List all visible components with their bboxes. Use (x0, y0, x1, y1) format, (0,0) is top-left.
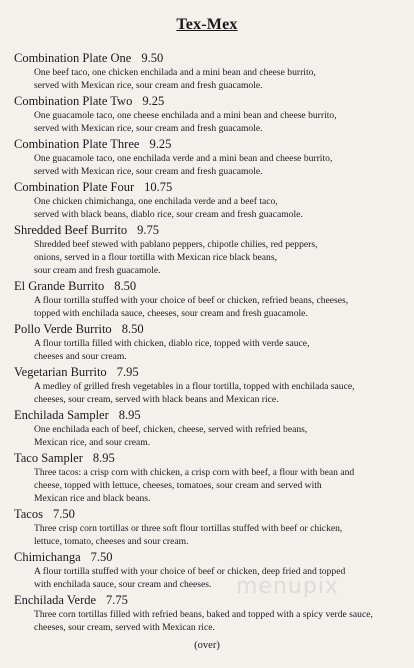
menu-item (14, 180, 408, 221)
menu-item (14, 593, 408, 634)
menu-item-header (14, 137, 408, 152)
menu-item-price: 9.50 (141, 51, 164, 65)
menu-item-description: A flour tortilla stuffed with your choice of beef or chicken, deep fried and topped with enchilada sauce, sour cream and cheeses. (34, 566, 346, 590)
menu-item (14, 322, 408, 363)
menu-item-name: Combination Plate One (14, 51, 132, 65)
menu-item (14, 223, 408, 277)
menu-item (14, 550, 408, 591)
menu-item-description: Three tacos: a crisp corn with chicken, a crisp corn with beef, a flour with bean and cheese, topped with lettuce, cheeses, tomatoes, sour cream and served with Mexican rice and black beans. (34, 467, 355, 504)
menu-item-header (14, 223, 408, 238)
menu-item-header (14, 51, 408, 66)
menu-item-description: One guacamole taco, one enchilada verde and a mini bean and cheese burrito, served with Mexican rice, sour cream and fresh guacamole. (34, 153, 333, 177)
menu-item-description: Three crisp corn tortillas or three soft flour tortillas stuffed with beef or chicken, lettuce, tomato, cheeses and sour cream. (34, 523, 343, 547)
menu-item-name: Pollo Verde Burrito (14, 322, 112, 336)
page-footer: (over) (194, 640, 220, 651)
menu-item-name: Combination Plate Four (14, 180, 135, 194)
menu-item-name: El Grande Burrito (14, 279, 105, 293)
menu-item-description: One beef taco, one chicken enchilada and a mini bean and cheese burrito, served with Mexican rice, sour cream and fresh guacamole. (34, 67, 316, 91)
menu-item-name: Enchilada Verde (14, 593, 97, 607)
menu-item-header (14, 365, 408, 380)
menu-item (14, 507, 408, 548)
menu-item-name: Taco Sampler (14, 451, 83, 465)
menu-item-price: 7.75 (106, 593, 128, 607)
menu-item-description: A flour tortilla stuffed with your choice of beef or chicken, refried beans, cheeses, topped with enchilada sauce, cheeses, sour cream and fresh guacamole. (34, 295, 349, 319)
menu-item-price: 8.50 (121, 322, 144, 336)
menu-item-description: A medley of grilled fresh vegetables in a flour tortilla, topped with enchilada sauce, cheeses, sour cream, served with black beans and Mexican rice. (34, 381, 355, 405)
menu-item-header (14, 408, 408, 423)
menu-item-name: Enchilada Sampler (14, 408, 109, 422)
menu-item-header (14, 593, 408, 608)
menu-item (14, 451, 408, 505)
menu-item-price: 7.50 (90, 550, 113, 564)
menu-item-price: 8.95 (92, 451, 115, 465)
menu-item-description: One chicken chimichanga, one enchilada verde and a beef taco, served with black beans, diablo rice, sour cream and fresh guacamole. (34, 196, 303, 220)
menu-item-description: A flour tortilla filled with chicken, diablo rice, topped with verde sauce, cheeses and sour cream. (34, 338, 310, 362)
page-title: Tex-Mex (176, 16, 238, 33)
menu-item-name: Shredded Beef Burrito (14, 223, 128, 237)
menu-item-price: 7.50 (52, 507, 75, 521)
menu-item-price: 8.95 (118, 408, 141, 422)
menu-item (14, 94, 408, 135)
menu-item-header (14, 180, 408, 195)
menu-item-price: 9.75 (137, 223, 160, 237)
menu-item-price: 8.50 (114, 279, 137, 293)
menu-item (14, 365, 408, 406)
menu-item-description: One enchilada each of beef, chicken, cheese, served with refried beans, Mexican rice, and sour cream. (34, 424, 308, 448)
menu-item-price: 10.75 (144, 180, 173, 194)
menu-item-description: Three corn tortillas filled with refried beans, baked and topped with a spicy verde sauce, cheeses, sour cream, served with Mexican rice. (34, 609, 373, 633)
menu-item-header (14, 94, 408, 109)
menu-list (14, 51, 408, 636)
menu-item (14, 279, 408, 320)
menu-item-name: Combination Plate Two (14, 94, 133, 108)
menu-item-price: 9.25 (149, 137, 172, 151)
menu-item-name: Tacos (14, 507, 43, 521)
menu-item-name: Combination Plate Three (14, 137, 140, 151)
menu-item (14, 408, 408, 449)
menu-item (14, 51, 408, 92)
menu-item-price: 9.25 (142, 94, 165, 108)
menu-item (14, 137, 408, 178)
menu-item-header (14, 279, 408, 294)
menu-item-name: Vegetarian Burrito (14, 365, 107, 379)
menu-item-name: Chimichanga (14, 550, 81, 564)
menu-item-description: Shredded beef stewed with pablano peppers, chipotle chilies, red peppers, onions, served in a flour tortilla with Mexican rice black beans, sour cream and fresh guacamole. (34, 239, 318, 276)
watermark-logo: menupix (236, 574, 339, 599)
menu-item-header (14, 550, 408, 565)
menu-item-header (14, 507, 408, 522)
menu-item-description: One guacamole taco, one cheese enchilada and a mini bean and cheese burrito, served with Mexican rice, sour cream and fresh guacamole. (34, 110, 337, 134)
menu-item-price: 7.95 (116, 365, 139, 379)
menu-item-header (14, 322, 408, 337)
menu-item-header (14, 451, 408, 466)
